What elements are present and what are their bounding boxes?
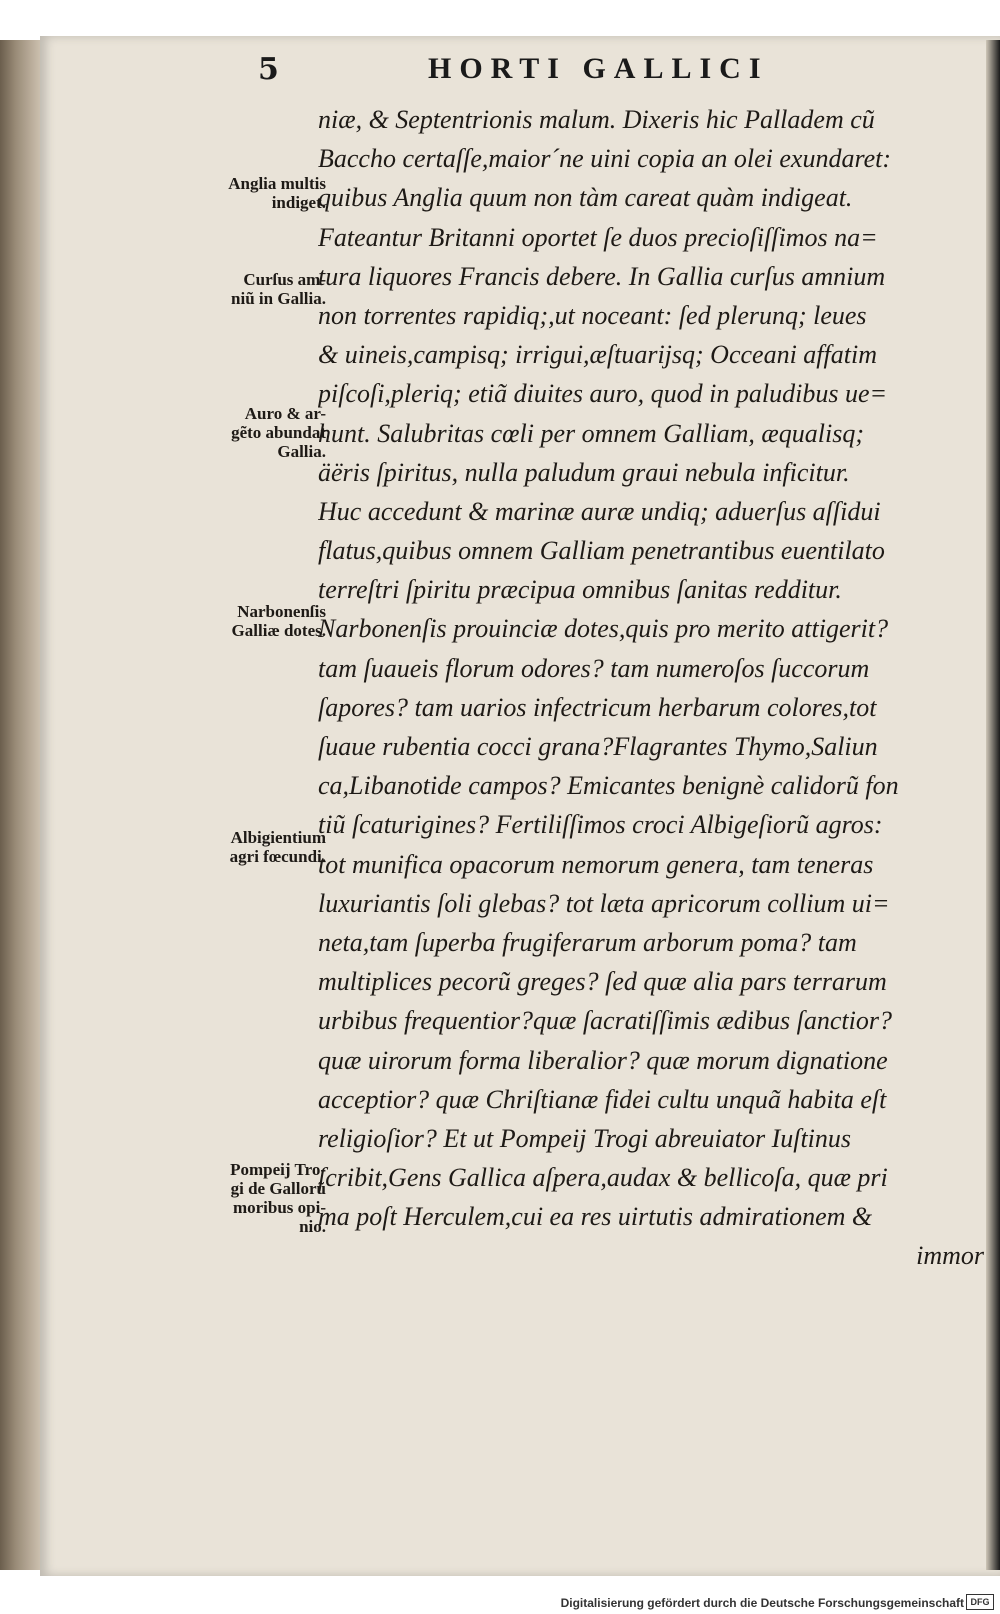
main-text-block — [318, 100, 984, 1276]
text-line: acceptior? quæ Chriſtianæ fidei cultu unquã habita eſt — [318, 1084, 887, 1114]
margin-note-line: Narbonenſis — [237, 602, 326, 621]
text-line: quæ uirorum forma liberalior? quæ morum dignatione — [318, 1045, 888, 1075]
catchword: immor — [916, 1241, 984, 1271]
text-line: ſapores? tam uarios infectricum herbarum colores,tot — [318, 692, 877, 722]
margin-note-line: gẽto abundat — [231, 423, 326, 442]
text-line: ſuaue rubentia cocci grana?Flagrantes Thymo,Saliun — [318, 732, 878, 761]
text-line: terreſtri ſpiritu præcipua omnibus ſanitas redditur. — [318, 575, 842, 605]
text-line: tam ſuaueis florum odores? tam numeroſos ſuccorum — [318, 653, 870, 683]
margin-note-line: niũ in Gallia. — [231, 289, 326, 308]
margin-note-line: Auro & ar- — [244, 404, 326, 423]
text-line: äëris ſpiritus, nulla paludum graui nebula inficitur. — [318, 457, 850, 487]
margin-note-line: Curſus am- — [243, 270, 326, 289]
text-line: Narbonenſis prouinciæ dotes,quis pro merito attigerit? — [318, 614, 889, 644]
text-line: tiũ ſcaturigines? Fertiliſſimos croci Albigeſiorũ agros: — [318, 810, 883, 840]
margin-note-line: nio. — [299, 1217, 326, 1236]
text-line: non torrentes rapidiq;,ut noceant: ſed plerunq; leues — [318, 300, 867, 330]
text-line: Huc accedunt & marinæ auræ undiq; aduerſus aſſidui — [318, 496, 881, 526]
margin-note-anglia — [166, 174, 326, 212]
margin-note-line: agri fœcundi. — [229, 847, 326, 866]
margin-note-line: Pompeij Tro- — [230, 1160, 326, 1179]
margin-note-line: Galliæ dotes. — [231, 621, 326, 640]
text-line: tura liquores Francis debere. In Gallia curſus amnium — [318, 261, 886, 291]
margin-note-auro — [166, 404, 326, 461]
text-line: Fateantur Britanni oportet ſe duos precioſiſſimos na= — [318, 222, 878, 252]
digitization-footer — [0, 1590, 1000, 1614]
dfg-logo-icon: DFG — [966, 1594, 994, 1610]
text-line: tot munifica opacorum nemorum genera, tam teneras — [318, 849, 874, 879]
page-number: 5 — [258, 52, 279, 87]
margin-note-cursus — [166, 270, 326, 308]
margin-note-line: moribus opi- — [232, 1198, 326, 1217]
margin-note-line: Gallia. — [277, 442, 326, 461]
page-header — [0, 52, 1000, 92]
text-line: hunt. Salubritas cœli per omnem Galliam, æqualisq; — [318, 418, 864, 448]
margin-note-line: Anglia multis — [228, 174, 326, 193]
footer-credit: Digitalisierung gefördert durch die Deutsche Forschungsgemeinschaft — [560, 1596, 964, 1610]
margin-note-narbonensis — [166, 602, 326, 640]
margin-note-line: gi de Gallorũ — [230, 1179, 326, 1198]
text-line: quibus Anglia quum non tàm careat quàm indigeat. — [318, 183, 853, 213]
text-line: religioſior? Et ut Pompeij Trogi abreuiator Iuſtinus — [318, 1123, 852, 1153]
text-line: niæ, & Septentrionis malum. Dixeris hic Palladem cũ — [318, 105, 875, 134]
text-line: ma poſt Herculem,cui ea res uirtutis admirationem & — [318, 1202, 873, 1232]
text-line: Baccho certaſſe,maior´ne uini copia an olei exundaret: — [318, 144, 892, 174]
text-line: piſcoſi,pleriq; etiã diuites auro, quod in paludibus ue= — [318, 379, 888, 409]
running-head: HORTI GALLICI — [428, 52, 769, 85]
margin-note-albigientium — [166, 828, 326, 866]
text-line: neta,tam ſuperba frugiferarum arborum poma? tam — [318, 927, 857, 957]
margin-note-line: indiget. — [271, 193, 326, 212]
margin-note-pompeij — [166, 1160, 326, 1236]
text-line: ſcribit,Gens Gallica aſpera,audax & bellicoſa, quæ pri — [318, 1163, 888, 1193]
text-line: flatus,quibus omnem Galliam penetrantibus euentilato — [318, 536, 885, 566]
text-line: multiplices pecorũ greges? ſed quæ alia pars terrarum — [318, 967, 887, 997]
text-line: urbibus frequentior?quæ ſacratiſſimis ædibus ſanctior? — [318, 1006, 892, 1036]
margin-note-line: Albigientium — [230, 828, 326, 847]
text-line: ca,Libanotide campos? Emicantes benignè calidorũ fon — [318, 771, 899, 801]
book-gutter-shadow — [986, 40, 1000, 1570]
text-line: & uineis,campisq; irrigui,æſtuarijsq; Occeani affatim — [318, 340, 877, 370]
text-line: luxuriantis ſoli glebas? tot læta apricorum collium ui= — [318, 888, 890, 918]
book-page-edge — [0, 40, 40, 1570]
